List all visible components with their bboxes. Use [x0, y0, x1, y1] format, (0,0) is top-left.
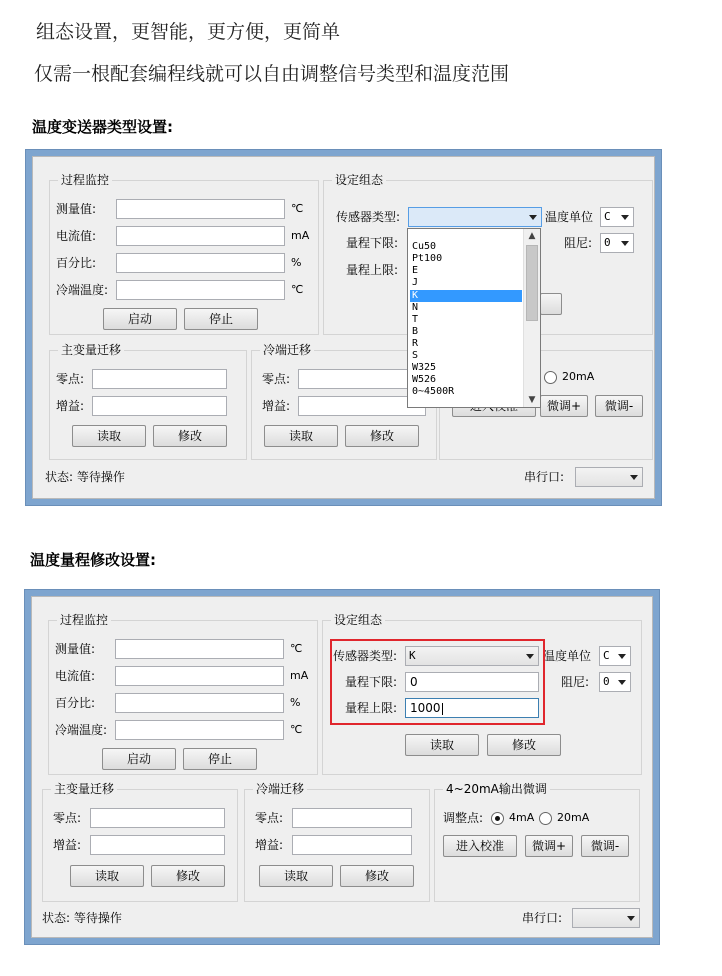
group-title: 设定组态 — [332, 172, 386, 188]
dropdown-value: C — [604, 210, 611, 223]
measured-unit: ℃ — [291, 202, 304, 215]
measured-field[interactable] — [115, 639, 284, 659]
range-high-label: 量程上限: — [346, 263, 399, 277]
chevron-down-icon — [618, 680, 626, 685]
read-button[interactable]: 读取 — [259, 865, 333, 887]
config-window-1 — [25, 149, 662, 506]
range-low-field[interactable]: 0 — [405, 672, 539, 692]
chevron-down-icon — [529, 215, 537, 220]
chevron-down-icon — [618, 654, 626, 659]
scroll-thumb[interactable] — [526, 245, 538, 321]
damping-dropdown[interactable] — [600, 233, 634, 253]
damping-dropdown[interactable] — [599, 672, 631, 692]
group-title: 4~20mA输出微调 — [443, 781, 550, 797]
serial-port-dropdown[interactable] — [572, 908, 640, 928]
fine-up-button[interactable]: 微调+ — [540, 395, 588, 417]
highlight-box — [330, 639, 545, 725]
group-title: 冷端迁移 — [253, 781, 307, 797]
percent-field[interactable] — [115, 693, 284, 713]
intro-line-2: 仅需一根配套编程线就可以自由调整信号类型和温度范围 — [34, 63, 510, 85]
sensor-option[interactable]: W325 — [412, 362, 437, 373]
dropdown-value: 0 — [603, 675, 610, 688]
intro-line-1: 组态设置，更智能，更方便，更简单 — [36, 21, 341, 43]
chevron-down-icon — [630, 475, 638, 480]
temp-unit-dropdown[interactable] — [599, 646, 631, 666]
read-button[interactable]: 读取 — [70, 865, 144, 887]
fine-down-button[interactable]: 微调- — [595, 395, 643, 417]
radio-20ma-label: 20mA — [557, 811, 590, 824]
cold-junction-field[interactable] — [116, 280, 285, 300]
zero-label: 零点: — [262, 372, 291, 386]
process-monitor-group — [49, 173, 319, 335]
group-title: 过程监控 — [57, 612, 111, 628]
output-trim-group — [434, 782, 640, 902]
chevron-down-icon — [621, 215, 629, 220]
sensor-option[interactable]: J — [412, 277, 419, 288]
zero-label: 零点: — [255, 811, 284, 825]
sensor-type-label: 传感器类型: — [336, 210, 401, 224]
status-text: 状态: 等待操作 — [45, 470, 125, 484]
dropdown-value: K — [409, 649, 416, 662]
radio-20ma-label: 20mA — [562, 370, 595, 383]
measured-unit: ℃ — [290, 642, 303, 655]
fine-down-button[interactable]: 微调- — [581, 835, 629, 857]
group-title: 冷端迁移 — [260, 342, 314, 358]
section2-heading: 温度量程修改设置: — [30, 551, 156, 569]
zero-field[interactable] — [90, 808, 225, 828]
gain-label: 增益: — [56, 399, 85, 413]
sensor-type-dropdown[interactable] — [408, 207, 542, 227]
partial-hidden-button[interactable] — [540, 293, 562, 315]
start-button[interactable]: 启动 — [103, 308, 177, 330]
status-text: 状态: 等待操作 — [42, 911, 122, 925]
serial-port-label: 串行口: — [522, 911, 563, 925]
chevron-down-icon — [627, 916, 635, 921]
modify-button[interactable]: 修改 — [340, 865, 414, 887]
percent-field[interactable] — [116, 253, 285, 273]
read-button[interactable]: 读取 — [405, 734, 479, 756]
damping-label: 阻尼: — [561, 675, 590, 689]
zero-field[interactable] — [92, 369, 227, 389]
radio-4ma[interactable] — [491, 812, 504, 825]
measured-label: 测量值: — [55, 642, 96, 656]
damping-label: 阻尼: — [564, 236, 593, 250]
group-title: 过程监控 — [58, 172, 112, 188]
zero-label: 零点: — [53, 811, 82, 825]
temp-unit-label: 温度单位 — [545, 210, 594, 224]
start-button[interactable]: 启动 — [102, 748, 176, 770]
field-value: 1000 — [410, 701, 441, 715]
calibrate-button[interactable]: 进入校准 — [443, 835, 517, 857]
stop-button[interactable]: 停止 — [184, 308, 258, 330]
gain-label: 增益: — [53, 838, 82, 852]
cold-junction-unit: ℃ — [290, 723, 303, 736]
dropdown-value: 0 — [604, 236, 611, 249]
section1-heading: 温度变送器类型设置: — [32, 118, 173, 136]
window-panel — [32, 156, 655, 499]
current-unit: mA — [290, 669, 309, 682]
current-field[interactable] — [115, 666, 284, 686]
group-title: 设定组态 — [331, 612, 385, 628]
scroll-down-icon[interactable]: ▼ — [528, 395, 536, 405]
gain-label: 增益: — [262, 399, 291, 413]
current-label: 电流值: — [56, 229, 97, 243]
modify-button[interactable]: 修改 — [345, 425, 419, 447]
cold-junction-label: 冷端温度: — [55, 723, 108, 737]
current-field[interactable] — [116, 226, 285, 246]
radio-20ma[interactable] — [539, 812, 552, 825]
measured-field[interactable] — [116, 199, 285, 219]
main-migration-group — [49, 343, 247, 460]
modify-button[interactable]: 修改 — [153, 425, 227, 447]
sensor-option-selected[interactable]: K — [410, 290, 522, 302]
adjust-point-label: 调整点: — [443, 811, 484, 825]
sensor-option[interactable]: E — [412, 265, 419, 276]
sensor-option[interactable]: R — [412, 338, 419, 349]
zero-label: 零点: — [56, 372, 85, 386]
temp-unit-dropdown[interactable] — [600, 207, 634, 227]
range-high-label: 量程上限: — [345, 701, 398, 715]
stop-button[interactable]: 停止 — [183, 748, 257, 770]
gain-field[interactable] — [92, 396, 227, 416]
window-panel — [31, 596, 653, 938]
config-window-2 — [24, 589, 660, 945]
radio-20ma[interactable] — [544, 371, 557, 384]
sensor-option[interactable]: S — [412, 350, 419, 361]
radio-4ma-label: 4mA — [509, 811, 535, 824]
read-button[interactable]: 读取 — [264, 425, 338, 447]
current-label: 电流值: — [55, 669, 96, 683]
sensor-type-label: 传感器类型: — [333, 649, 398, 663]
group-title: 主变量迁移 — [58, 342, 124, 358]
measured-label: 测量值: — [56, 202, 97, 216]
range-low-label: 量程下限: — [346, 236, 399, 250]
sensor-option[interactable]: W526 — [412, 374, 437, 385]
range-low-label: 量程下限: — [345, 675, 398, 689]
sensor-option[interactable]: 0~4500R — [412, 386, 455, 397]
serial-port-label: 串行口: — [524, 470, 565, 484]
percent-unit: % — [291, 256, 302, 269]
main-migration-group — [42, 782, 238, 902]
modify-button[interactable]: 修改 — [151, 865, 225, 887]
fine-up-button[interactable]: 微调+ — [525, 835, 573, 857]
sensor-type-list[interactable] — [407, 228, 541, 408]
process-monitor-group — [48, 613, 318, 775]
current-unit: mA — [291, 229, 310, 242]
sensor-option[interactable]: N — [412, 302, 419, 313]
gain-label: 增益: — [255, 838, 284, 852]
cold-junction-migration-group — [244, 782, 430, 902]
group-title: 主变量迁移 — [51, 781, 117, 797]
cold-junction-label: 冷端温度: — [56, 283, 109, 297]
read-button[interactable]: 读取 — [72, 425, 146, 447]
sensor-option[interactable]: Cu50 — [412, 241, 437, 252]
list-scrollbar[interactable] — [523, 229, 540, 407]
sensor-option[interactable]: B — [412, 326, 419, 337]
modify-button[interactable]: 修改 — [487, 734, 561, 756]
chevron-down-icon — [621, 241, 629, 246]
gain-field[interactable] — [90, 835, 225, 855]
cold-junction-unit: ℃ — [291, 283, 304, 296]
percent-label: 百分比: — [55, 696, 96, 710]
scroll-up-icon[interactable]: ▲ — [528, 231, 536, 241]
serial-port-dropdown[interactable] — [575, 467, 643, 487]
percent-unit: % — [290, 696, 301, 709]
zero-field[interactable] — [292, 808, 412, 828]
gain-field[interactable] — [292, 835, 412, 855]
sensor-option[interactable]: T — [412, 314, 419, 325]
sensor-option[interactable]: Pt100 — [412, 253, 443, 264]
percent-label: 百分比: — [56, 256, 97, 270]
dropdown-value: C — [603, 649, 610, 662]
cold-junction-field[interactable] — [115, 720, 284, 740]
temp-unit-label: 温度单位 — [543, 649, 592, 663]
